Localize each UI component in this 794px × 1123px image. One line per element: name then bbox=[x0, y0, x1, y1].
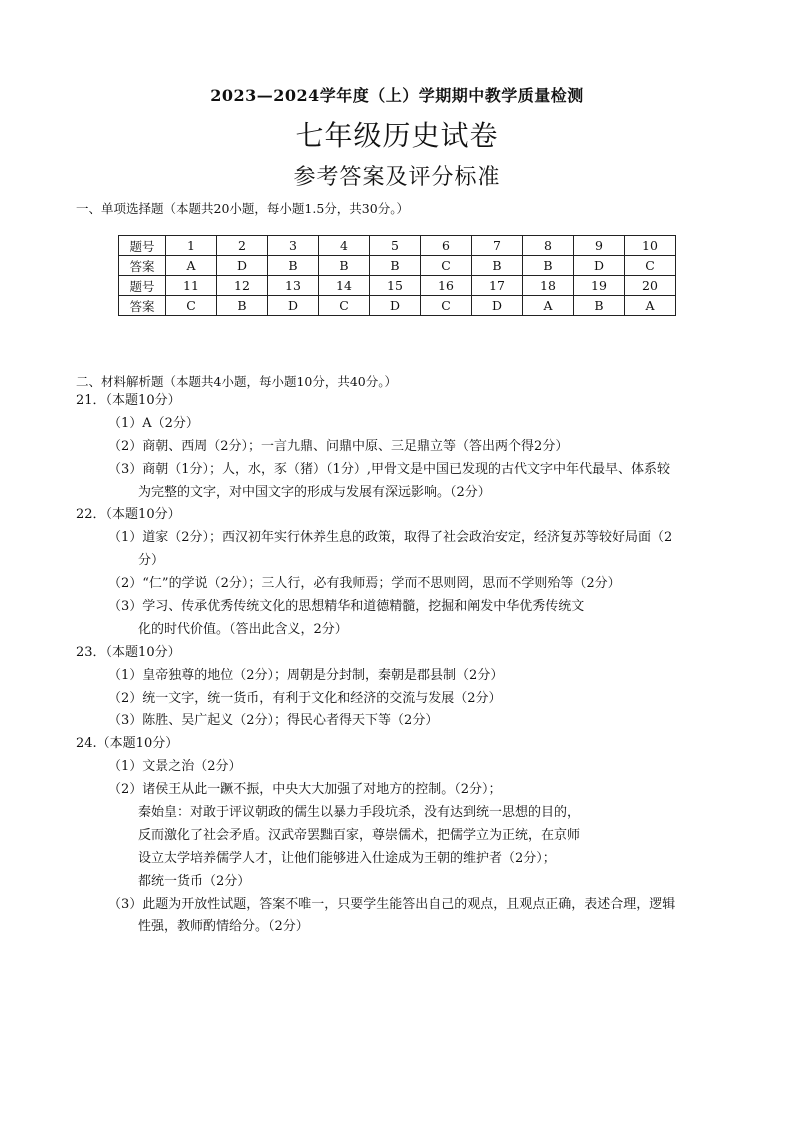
table-cell: 13 bbox=[268, 276, 319, 296]
answer-line: （3）学习、传承优秀传统文化的思想精华和道德精髓，挖掘和阐发中华优秀传统文 bbox=[108, 599, 585, 615]
table-row bbox=[119, 296, 676, 316]
table-cell: D bbox=[472, 296, 523, 316]
table-cell: C bbox=[319, 296, 370, 316]
answer-line: （2）商朝、西周（2分）；一言九鼎、问鼎中原、三足鼎立等（答出两个得2分） bbox=[108, 438, 569, 454]
question-heading: 23．（本题10分） bbox=[76, 644, 181, 660]
table-row bbox=[119, 276, 676, 296]
table-cell: B bbox=[370, 256, 421, 276]
answer-line: （3）陈胜、吴广起义（2分）；得民心者得天下等（2分） bbox=[108, 713, 439, 729]
exam-title: 2023—2024学年度（上）学期期中教学质量检测 bbox=[210, 86, 584, 105]
table-cell: C bbox=[625, 256, 676, 276]
table-cell: A bbox=[523, 296, 574, 316]
table-cell: 15 bbox=[370, 276, 421, 296]
table-cell: B bbox=[217, 296, 268, 316]
answer-line: 分） bbox=[138, 553, 165, 569]
section2-heading: 二、材料解析题（本题共4小题，每小题10分，共40分。） bbox=[76, 374, 398, 389]
answer-line: 性强，教师酌情给分。（2分） bbox=[138, 919, 309, 935]
answer-table bbox=[118, 235, 676, 316]
table-row-label: 题号 bbox=[119, 236, 166, 256]
table-cell: 11 bbox=[166, 276, 217, 296]
table-cell: 18 bbox=[523, 276, 574, 296]
table-cell: 16 bbox=[421, 276, 472, 296]
answer-line: （1）道家（2分）；西汉初年实行休养生息的政策，取得了社会政治安定，经济复苏等较好局面（2 bbox=[108, 530, 673, 546]
table-cell: A bbox=[625, 296, 676, 316]
table-cell: 3 bbox=[268, 236, 319, 256]
answer-line: 为完整的文字，对中国文字的形成与发展有深远影响。（2分） bbox=[138, 484, 491, 500]
table-cell: 12 bbox=[217, 276, 268, 296]
table-cell: B bbox=[268, 256, 319, 276]
table-cell: 4 bbox=[319, 236, 370, 256]
table-cell: A bbox=[166, 256, 217, 276]
answer-key-title: 参考答案及评分标准 bbox=[293, 165, 501, 190]
answer-line: （2）诸侯王从此一蹶不振，中央大大加强了对地方的控制。（2分）； bbox=[108, 782, 502, 798]
table-cell: 14 bbox=[319, 276, 370, 296]
table-cell: 9 bbox=[574, 236, 625, 256]
answer-line: （3）商朝（1分）；人，水，豕（猪）（1分）,甲骨文是中国已发现的古代文字中年代最早、体系较 bbox=[108, 461, 670, 477]
table-cell: 6 bbox=[421, 236, 472, 256]
answer-line: （1）皇帝独尊的地位（2分）；周朝是分封制，秦朝是郡县制（2分） bbox=[108, 667, 504, 683]
table-cell: 2 bbox=[217, 236, 268, 256]
table-cell: C bbox=[421, 256, 472, 276]
table-row-label: 题号 bbox=[119, 276, 166, 296]
table-cell: 5 bbox=[370, 236, 421, 256]
answer-line: （1）文景之治（2分） bbox=[108, 759, 242, 775]
table-row-label: 答案 bbox=[119, 296, 166, 316]
table-cell: 20 bbox=[625, 276, 676, 296]
table-cell: B bbox=[574, 296, 625, 316]
answer-line: 秦始皇：对敢于评议朝政的儒生以暴力手段坑杀，没有达到统一思想的目的， bbox=[138, 805, 581, 821]
table-cell: C bbox=[421, 296, 472, 316]
answer-line: （2）统一文字，统一货币，有利于文化和经济的交流与发展（2分） bbox=[108, 690, 502, 706]
answer-line: 都统一货币（2分） bbox=[138, 873, 251, 889]
table-cell: D bbox=[370, 296, 421, 316]
section2-answers bbox=[76, 390, 726, 939]
table-cell: C bbox=[166, 296, 217, 316]
table-cell: B bbox=[523, 256, 574, 276]
table-cell: B bbox=[319, 256, 370, 276]
table-cell: B bbox=[472, 256, 523, 276]
table-cell: D bbox=[268, 296, 319, 316]
answer-line: 反而激化了社会矛盾。汉武帝罢黜百家，尊崇儒术，把儒学立为正统，在京师 bbox=[138, 827, 581, 843]
table-row bbox=[119, 256, 676, 276]
table-cell: 8 bbox=[523, 236, 574, 256]
table-cell: 17 bbox=[472, 276, 523, 296]
answer-line: （3）此题为开放性试题，答案不唯一，只要学生能答出自己的观点，且观点正确，表述合理，逻辑 bbox=[108, 896, 676, 912]
table-cell: D bbox=[574, 256, 625, 276]
answer-line: 化的时代价值。（答出此含义，2分） bbox=[138, 621, 348, 637]
table-cell: 7 bbox=[472, 236, 523, 256]
answer-line: 设立太学培养儒学人才，让他们能够进入仕途成为王朝的维护者（2分）； bbox=[138, 850, 556, 866]
answer-line: （2）“仁”的学说（2分）；三人行，必有我师焉；学而不思则罔，思而不学则殆等（2分） bbox=[108, 576, 621, 592]
question-heading: 22．（本题10分） bbox=[76, 507, 181, 523]
section1-heading: 一、单项选择题（本题共20小题，每小题1.5分，共30分。） bbox=[76, 201, 409, 216]
table-cell: 1 bbox=[166, 236, 217, 256]
subject-title: 七年级历史试卷 bbox=[295, 119, 499, 152]
question-heading: 24.（本题10分） bbox=[76, 736, 179, 752]
table-row bbox=[119, 236, 676, 256]
table-cell: 10 bbox=[625, 236, 676, 256]
question-heading: 21．（本题10分） bbox=[76, 393, 181, 408]
table-cell: D bbox=[217, 256, 268, 276]
table-row-label: 答案 bbox=[119, 256, 166, 276]
answer-line: （1）A（2分） bbox=[108, 415, 199, 431]
table-cell: 19 bbox=[574, 276, 625, 296]
